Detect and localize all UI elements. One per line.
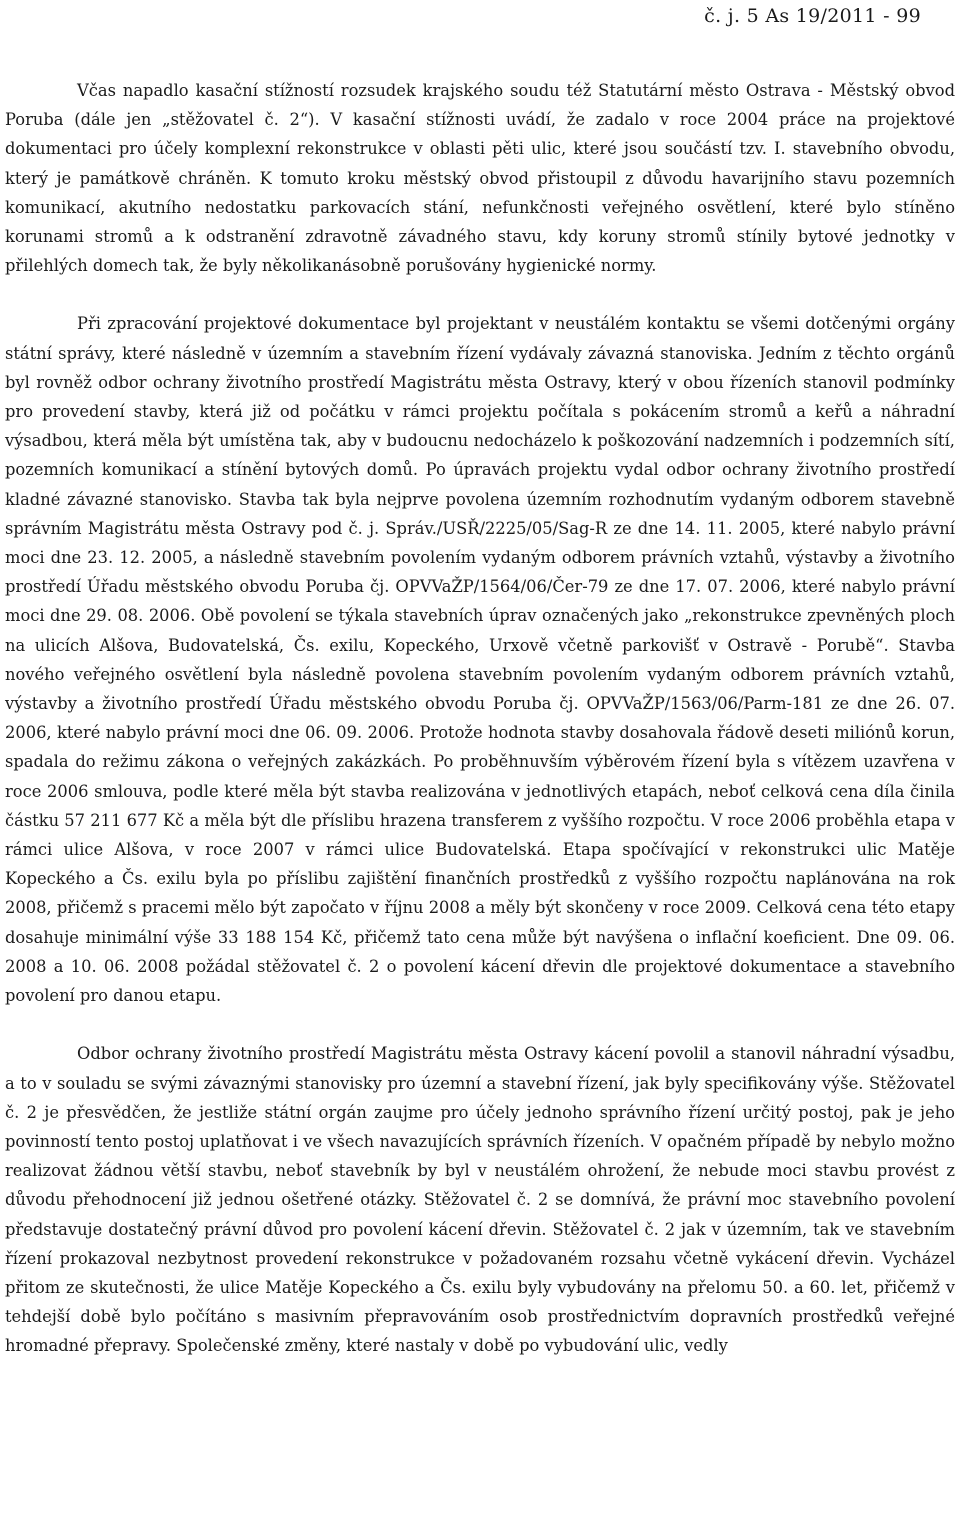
paragraph-1: Včas napadlo kasační stížností rozsudek krajského soudu též Statutární město Ostrava - Městský obvod Poruba (dále jen „stěžovatel č. 2“). V kasační stížnosti uvádí, že zadalo v roce 2004 práce na projektové dokumentaci pro účely komplexní rekonstrukce v oblasti pěti ulic, které jsou součástí tzv. I. stavebního obvodu, který je památkově chráněn. K tomuto kroku městský obvod přistoupil z důvodu havarijního stavu pozemních komunikací, akutního nedostatku parkovacích stání, nefunkčnosti veřejného osvětlení, které bylo stíněno korunami stromů a k odstranění zdravotně závadného stavu, kdy koruny stromů stínily bytové jednotky v přilehlých domech tak, že byly několikanásobně porušovány hygienické normy. xyxy=(5,81,955,276)
case-reference: č. j. 5 As 19/2011 - 99 xyxy=(704,5,921,27)
document-body xyxy=(5,76,955,1361)
paragraph-3: Odbor ochrany životního prostředí Magistrátu města Ostravy kácení povolil a stanovil náhradní výsadbu, a to v souladu se svými závaznými stanovisky pro územní a stavební řízení, jak byly specifikovány výše. Stěžovatel č. 2 je přesvědčen, že jestliže státní orgán zaujme pro účely jednoho správního řízení určitý postoj, pak je jeho povinností tento postoj uplatňovat i ve všech navazujících správních řízeních. V opačném případě by nebylo možno realizovat žádnou větší stavbu, neboť stavebník by byl v neustálém ohrožení, že nebude moci stavbu provést z důvodu přehodnocení již jednou ošetřené otázky. Stěžovatel č. 2 se domnívá, že právní moc stavebního povolení představuje dostatečný právní důvod pro povolení kácení dřevin. Stěžovatel č. 2 jak v územním, tak ve stavebním řízení prokazoval nezbytnost provedení rekonstrukce v požadovaném rozsahu včetně vykácení dřevin. Vycházel přitom ze skutečnosti, že ulice Matěje Kopeckého a Čs. exilu byly vybudovány na přelomu 50. a 60. let, přičemž v tehdejší době bylo počítáno s masivním přepravováním osob prostřednictvím dopravních prostředků veřejné hromadné přepravy. Společenské změny, které nastaly v době po vybudování ulic, vedly xyxy=(5,1044,955,1356)
paragraph-2: Při zpracování projektové dokumentace byl projektant v neustálém kontaktu se všemi dotčenými orgány státní správy, které následně v územním a stavebním řízení vydávaly závazná stanoviska. Jedním z těchto orgánů byl rovněž odbor ochrany životního prostředí Magistrátu města Ostravy, který v obou řízeních stanovil podmínky pro provedení stavby, která již od počátku v rámci projektu počítala s pokácením stromů a keřů a náhradní výsadbou, která měla být umístěna tak, aby v budoucnu nedocházelo k poškozování nadzemních i podzemních sítí, pozemních komunikací a stínění bytových domů. Po úpravách projektu vydal odbor ochrany životního prostředí kladné závazné stanovisko. Stavba tak byla nejprve povolena územním rozhodnutím vydaným odborem stavebně správním Magistrátu města Ostravy pod č. j. Správ./USŘ/2225/05/Sag-R ze dne 14. 11. 2005, které nabylo právní moci dne 23. 12. 2005, a následně stavebním povolením vydaným odborem právních vztahů, výstavby a životního prostředí Úřadu městského obvodu Poruba čj. OPVVaŽP/1564/06/Čer-79 ze dne 17. 07. 2006, které nabylo právní moci dne 29. 08. 2006. Obě povolení se týkala stavebních úprav označených jako „rekonstrukce zpevněných ploch na ulicích Alšova, Budovatelská, Čs. exilu, Kopeckého, Urxově včetně parkovišť v Ostravě - Porubě“. Stavba nového veřejného osvětlení byla následně povolena stavebním povolením vydaným odborem právních vztahů, výstavby a životního prostředí Úřadu městského obvodu Poruba čj. OPVVaŽP/1563/06/Parm-181 ze dne 26. 07. 2006, které nabylo právní moci dne 06. 09. 2006. Protože hodnota stavby dosahovala řádově deseti miliónů korun, spadala do režimu zákona o veřejných zakázkách. Po proběhnuvším výběrovém řízení byla s vítězem uzavřena v roce 2006 smlouva, podle které měla být stavba realizována v jednotlivých etapách, neboť celková cena díla činila částku 57 211 677 Kč a měla být dle příslibu hrazena transferem z vyššího rozpočtu. V roce 2006 proběhla etapa v rámci ulice Alšova, v roce 2007 v rámci ulice Budovatelská. Etapa spočívající v rekonstrukci ulic Matěje Kopeckého a Čs. exilu byla po příslibu zajištění finančních prostředků z vyššího rozpočtu naplánována na rok 2008, přičemž s pracemi mělo být započato v říjnu 2008 a měly být skončeny v roce 2009. Celková cena této etapy dosahuje minimální výše 33 188 154 Kč, přičemž tato cena může být navýšena o inflační koeficient. Dne 09. 06. 2008 a 10. 06. 2008 požádal stěžovatel č. 2 o povolení kácení dřevin dle projektové dokumentace a stavebního povolení pro danou etapu. xyxy=(5,314,955,1006)
